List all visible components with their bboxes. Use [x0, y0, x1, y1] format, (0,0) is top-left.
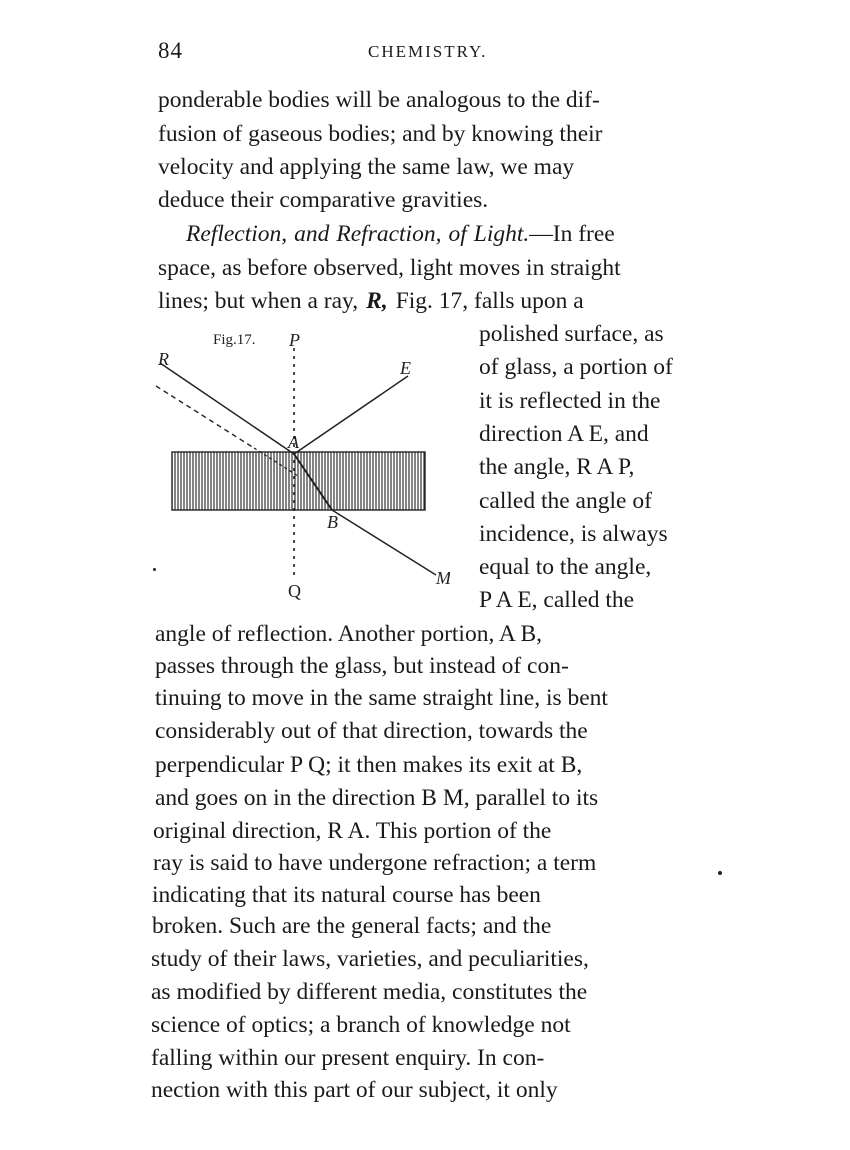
refraction-diagram: [150, 318, 450, 608]
label-R: R: [158, 349, 169, 369]
figure-caption: Fig.17.: [213, 332, 256, 348]
section-heading-line: Reflection, and Refraction, of Light. —In free: [186, 221, 615, 247]
text-line: of glass, a portion of: [479, 354, 673, 380]
label-M: M: [436, 568, 450, 588]
text-line: called the angle of: [479, 488, 652, 514]
text-line: equal to the angle,: [479, 554, 652, 580]
text-line: it is reflected in the: [479, 388, 661, 414]
text-line: velocity and applying the same law, we may: [158, 154, 575, 180]
text-line: lines; but when a ray, R, Fig. 17, falls upon a: [158, 288, 584, 314]
text-line: angle of reflection. Another portion, A B,: [155, 621, 543, 647]
text-line: the angle, R A P,: [479, 454, 635, 480]
text-line: original direction, R A. This portion of the: [153, 818, 552, 844]
text-line: direction A E, and: [479, 421, 649, 447]
text-line: science of optics; a branch of knowledge not: [151, 1012, 571, 1038]
label-Q: Q: [288, 581, 301, 601]
text-line: polished surface, as: [479, 321, 664, 347]
heading-refraction: Refraction,: [336, 221, 442, 247]
text-line: as modified by different media, constitutes the: [151, 979, 588, 1005]
ink-speck: [718, 871, 722, 875]
heading-reflection: Reflection,: [186, 221, 288, 247]
text-line: and goes on in the direction B M, parallel to its: [155, 785, 599, 811]
text-line: nection with this part of our subject, it only: [151, 1077, 558, 1103]
text-line: ray is said to have undergone refraction; a term: [153, 850, 597, 876]
heading-light: Light.: [473, 221, 530, 247]
label-E: E: [400, 358, 411, 378]
text-line: space, as before observed, light moves in straight: [158, 255, 621, 281]
text-line: falling within our present enquiry. In con-: [151, 1045, 545, 1071]
text-line: perpendicular P Q; it then makes its exit at B,: [155, 752, 583, 778]
emergent-ray: [332, 510, 436, 575]
figure-17: [150, 318, 450, 608]
ink-speck: [153, 568, 156, 571]
text-line: ponderable bodies will be analogous to the dif-: [158, 87, 600, 113]
page-number: 84: [158, 38, 183, 63]
reflected-ray: [294, 376, 408, 454]
text-line: tinuing to move in the same straight line, is bent: [155, 685, 608, 711]
text-line: fusion of gaseous bodies; and by knowing their: [158, 121, 603, 147]
text-line: considerably out of that direction, towards the: [155, 718, 588, 744]
text-line: passes through the glass, but instead of con-: [155, 653, 569, 679]
text-line: indicating that its natural course has been: [152, 882, 541, 908]
text-line: deduce their comparative gravities.: [158, 187, 489, 213]
label-B: B: [327, 512, 338, 532]
running-head: CHEMISTRY.: [368, 42, 488, 61]
label-A: A: [288, 432, 299, 452]
text-line: broken. Such are the general facts; and the: [152, 913, 552, 939]
incident-ray: [160, 363, 294, 454]
text-line: P A E, called the: [479, 587, 635, 613]
text-line: study of their laws, varieties, and peculiarities,: [151, 946, 589, 972]
page-header: [158, 38, 703, 68]
text-line: incidence, is always: [479, 521, 668, 547]
label-P: P: [289, 330, 300, 350]
